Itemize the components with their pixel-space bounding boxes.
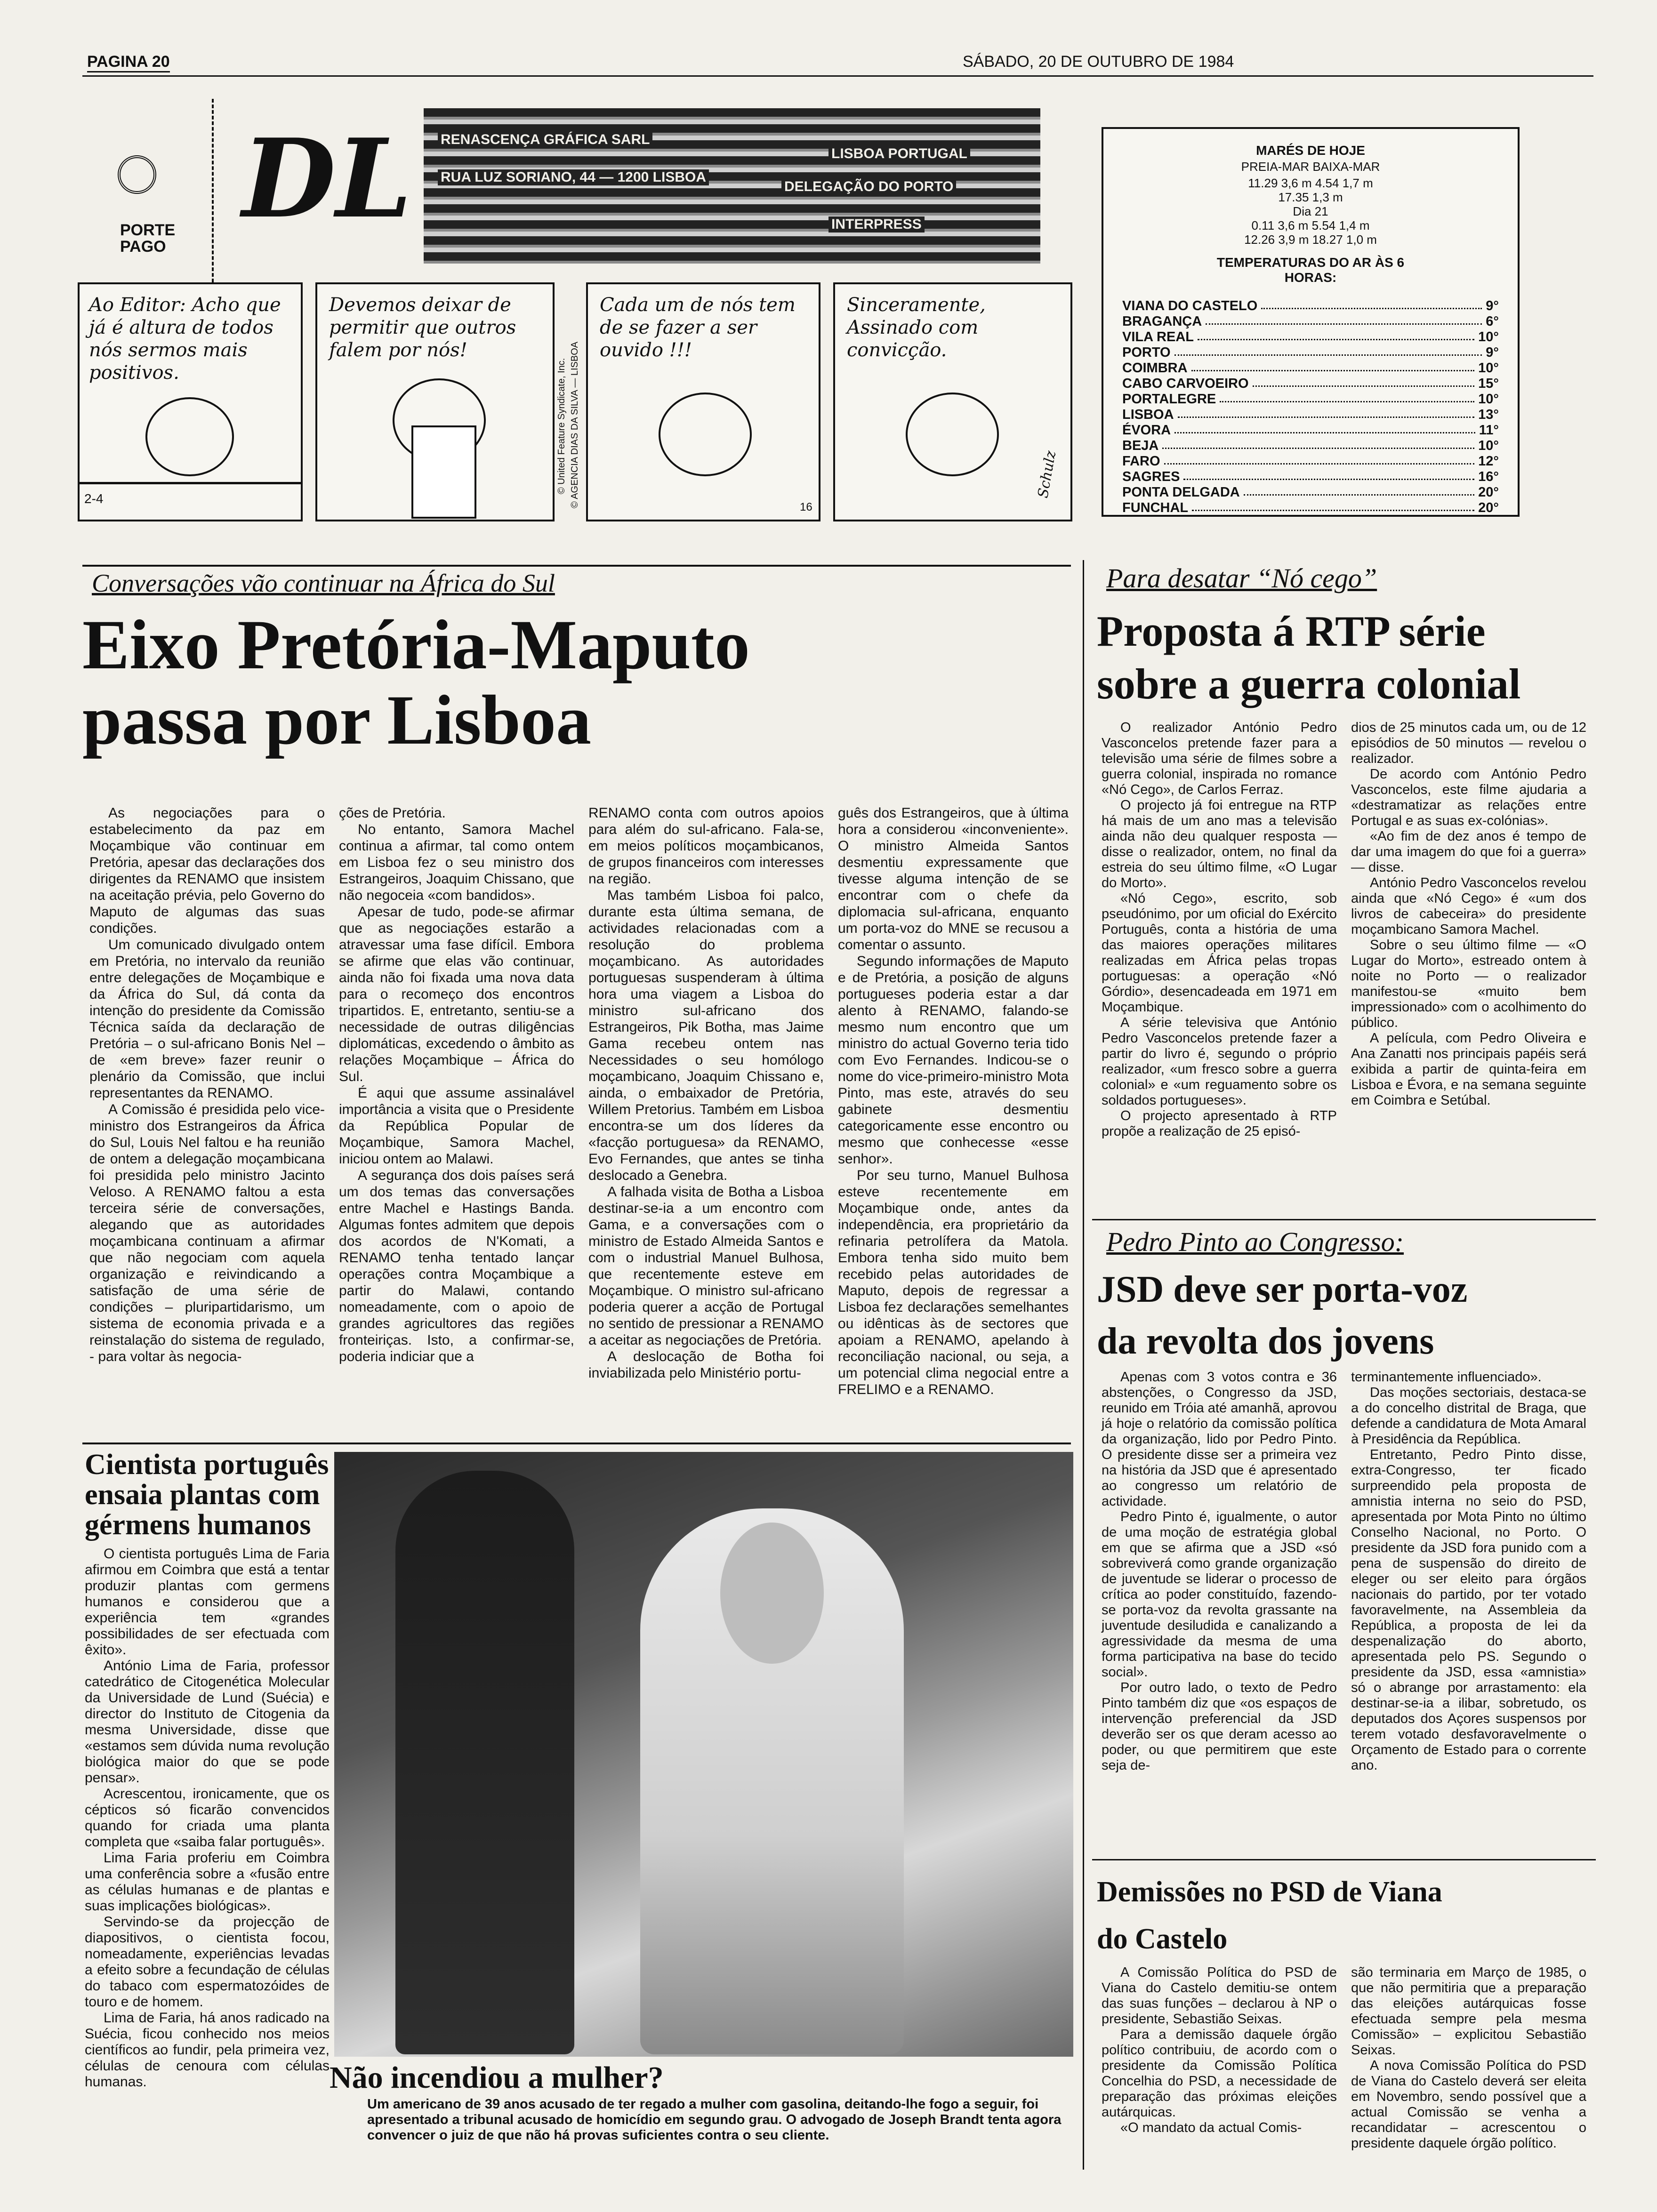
city-row (1122, 361, 1499, 376)
paragraph: No entanto, Samora Machel continua a afirmar, tal como ontem em Lisboa fez o seu ministro dos Estrangeiros, Joaquim Chissano, que não negoceia «com bandidos». (339, 822, 574, 903)
city-name: VIANA DO CASTELO (1122, 298, 1258, 313)
crest-icon (118, 155, 156, 194)
character-head (145, 397, 234, 476)
paragraph: A série televisiva que António Pedro Vasconcelos pretende fazer a partir do livro é, segundo o próprio realizador, «um fresco sobre a guerra colonial» e «um reguamento sobre os soldados portugueses». (1102, 1015, 1337, 1108)
city-temp: 20° (1478, 500, 1499, 515)
dl-logo: DL (242, 115, 412, 242)
jsd-col-1 (1102, 1370, 1337, 1773)
rtp-col-1 (1102, 720, 1337, 1139)
temperature-list (1122, 298, 1499, 516)
logo-box (212, 99, 421, 282)
main-col-3 (588, 805, 824, 1381)
paragraph: Apesar de tudo, pode-se afirmar que as negociações estarão a atravessar uma fase difícil. Embora se afirme que elas vão continuar, ainda não foi fixada uma nova data para o recomeço dos encontros tripartidos. E, entretanto, sentiu-se a necessidade de outras diligências diplomáticas, excedendo o âmbito as relações Moçambique – África do Sul. (339, 904, 574, 1084)
page-number: PAGINA 20 (87, 53, 170, 72)
paragraph: guês dos Estrangeiros, que à última hora a considerou «inconveniente». O ministro Almeida Santos desmentiu expressamente que tivesse alguma intenção de se encontrar com o chefe da diplomacia sul-africana, enquanto um porta-voz do MNE se recusou a comentar o assunto. (838, 805, 1069, 953)
paragraph: «Ao fim de dez anos é tempo de dar uma imagem do que foi a guerra» — disse. (1351, 829, 1586, 875)
paragraph: Mas também Lisboa foi palco, durante esta última semana, de actividades relacionadas com a resolução do problema moçambicano. As autoridades portuguesas suspenderam à última hora uma viagem a Lisboa do ministro sul-africano dos Estrangeiros, Pik Botha, mas Jaime Gama recebeu ontem nas Necessidades o seu homólogo moçambicano, Joaquim Chissano e, ainda, o embaixador de Pretória, Willem Pretorius. Também em Lisboa encontra-se um dos líderes da «facção portuguesa» da RENAMO, Evo Fernandes, que antes se tinha deslocado a Genebra. (588, 888, 824, 1183)
publisher-name: RENASCENÇA GRÁFICA SARL (438, 132, 652, 148)
photo-caption-title: Não incendiou a mulher? (330, 2060, 664, 2095)
paragraph: A Comissão é presidida pelo vice-ministro dos Estrangeiros da África do Sul, Louis Nel faltou e ha reunião de ontem a delegação moçambicana foi presidida pelo ministro Jacinto Veloso. A RENAMO faltou a esta terceira série de conversações, alegando que as autoridades moçambicana continuam a afirmar que não negociam com aquela organização e reivindicando a satisfação de uma série de condições – pluripartidarismo, um sistema de economia privada e a reinstalação do sistema de regulado, - para voltar às negocia- (89, 1102, 325, 1364)
paragraph: Pedro Pinto é, igualmente, o autor de uma moção de estratégia global em que se afirma que a JSD «só sobreviverá como grande organização de juventude se liderar o processo de crítica ao poder constituído, fazendo-se porta-voz da revolta grassante na juventude desiludida e canalizando a agressividade da mesma de uma forma participativa na base do tecido social». (1102, 1509, 1337, 1680)
paragraph: É aqui que assume assinalável importância a visita que o Presidente da República Popular de Moçambique, Samora Machel, iniciou ontem ao Malawi. (339, 1085, 574, 1167)
city-name: PONTA DELGADA (1122, 485, 1240, 500)
city-temp: 15° (1478, 376, 1499, 391)
city-name: BEJA (1122, 438, 1159, 453)
jsd-headline-line2: da revolta dos jovens (1097, 1321, 1434, 1362)
city-row (1122, 392, 1499, 407)
paragraph: RENAMO conta com outros apoios para além do sul-africano. Fala-se, em meios políticos moçambicanos, de grupos financeiros com interesses na região. (588, 805, 824, 887)
credit-agency: © AGENCIA DIAS DA SILVA — LISBOA (570, 341, 580, 508)
paragraph: De acordo com António Pedro Vasconcelos, este filme ajudaria a «destramatizar as relações entre Portugal e as suas ex-colónias». (1351, 767, 1586, 828)
paragraph: O projecto já foi entregue na RTP há mais de um ano mas a televisão ainda não deu qualquer resposta — disse o realizador, ontem, no final da estreia do seu último filme, «O Lugar do Morto». (1102, 798, 1337, 890)
tides-subtitle: PREIA-MAR BAIXA-MAR (1241, 160, 1380, 174)
paragraph: são terminaria em Março de 1985, o que não permitiria que a preparação das eleições autárquicas fosse efectuada sempre pela mesma Comissão» – explicitou Sebastião Seixas. (1351, 1965, 1586, 2058)
city-name: CABO CARVOEIRO (1122, 376, 1249, 391)
tides-line: 11.29 3,6 m 4.54 1,7 m (1248, 176, 1373, 190)
paragraph: O cientista português Lima de Faria afirmou em Coimbra que está a tentar produzir plantas com germens humanos e considerou que a experiência tem «grandes possibilidades de ser efectuada com êxito». (85, 1546, 330, 1658)
city-temp: 12° (1478, 454, 1499, 469)
paragraph: A segurança dos dois países será um dos temas das conversações entre Machel e Hastings Banda. Algumas fontes admitem que depois dos acordos de N'Komati, a RENAMO tenha tentado lançar operações contra Moçambique a partir do Malawi, contando nomeadamente, com o apoio de grandes agricultores das regiões fronteiriças. Isto, a confirmar-se, poderia indiciar que a (339, 1168, 574, 1364)
paragraph: A deslocação de Botha foi inviabilizada pelo Ministério portu- (588, 1349, 824, 1381)
city-temp: 10° (1478, 329, 1499, 345)
pago-label: PAGO (120, 238, 166, 256)
section-rule (82, 1443, 1071, 1444)
main-col-4 (838, 805, 1069, 1398)
city-name: VILA REAL (1122, 329, 1194, 345)
psd-col-1 (1102, 1965, 1337, 2136)
photo-figure-left (395, 1471, 574, 2054)
paragraph: A Comissão Política do PSD de Viana do Castelo demitiu-se ontem das suas funções – declarou à NP o presidente, Sebastião Seixas. (1102, 1965, 1337, 2027)
city-row (1122, 376, 1499, 392)
paragraph: Para a demissão daquele órgão político contribuiu, de acordo com o presidente da Comissão Política Concelhia do PSD, a necessidade de preparação das próximas eleições autárquicas. (1102, 2027, 1337, 2120)
city-row (1122, 454, 1499, 469)
masthead (94, 94, 1045, 282)
psd-headline-line2: do Castelo (1097, 1923, 1228, 1955)
main-col-1 (89, 805, 325, 1365)
city-name: FARO (1122, 454, 1160, 469)
section-rule (1092, 1219, 1596, 1220)
rtp-headline (1097, 605, 1596, 710)
city-temp: 10° (1478, 392, 1499, 407)
top-rule (82, 75, 1593, 77)
photo-caption: Um americano de 39 anos acusado de ter regado a mulher com gasolina, deitando-lhe fogo a seguir, foi apresentado a tribunal acusado de homicídio em segundo grau. O advogado de Joseph Brandt tenta agora convencer o juiz de que não há provas suficientes contra o seu cliente. (367, 2097, 1062, 2143)
paragraph: As negociações para o estabelecimento da paz em Moçambique vão continuar em Pretória, apesar das declarações dos dirigentes da RENAMO que insistem na aceitação prévia, pelo Governo do Maputo de algumas das suas condições. (89, 805, 325, 936)
city-temp: 9° (1486, 298, 1499, 313)
cientista-headline: Cientista português ensaia plantas com gérmens humanos (85, 1449, 329, 1541)
strip-number: 16 (800, 501, 812, 513)
news-photo (334, 1452, 1073, 2057)
porte-label: PORTE (120, 221, 176, 239)
tides-line: 12.26 3,9 m 18.27 1,0 m (1244, 232, 1377, 247)
main-headline-line1: Eixo Pretória-Maputo (82, 606, 750, 684)
city-row (1122, 329, 1499, 345)
paragraph: A falhada visita de Botha a Lisboa destinar-se-ia a um encontro com Gama, e a conversações com o ministro de Estado Almeida Santos e com o industrial Manuel Bulhosa, que recentemente esteve em Moçambique. O ministro sul-africano poderia querer a acção de Portugal no sentido de pressionar a RENAMO a aceitar as negociações de Pretória. (588, 1184, 824, 1348)
city-row (1122, 485, 1499, 500)
city-name: ÉVORA (1122, 423, 1171, 438)
city-row (1122, 500, 1499, 516)
paragraph: ções de Pretória. (339, 805, 446, 821)
comic-panel-3 (586, 282, 820, 521)
city-temp: 10° (1478, 438, 1499, 453)
paragraph: O projecto apresentado à RTP propõe a realização de 25 episó- (1102, 1108, 1337, 1139)
column-divider (1083, 560, 1084, 2170)
psd-col-2 (1351, 1965, 1586, 2151)
comic-panel-2 (315, 282, 555, 521)
comic-panel-4-text: Sinceramente, Assinado com convicção. (847, 294, 986, 361)
jsd-headline (1097, 1264, 1596, 1367)
paragraph: Das moções sectoriais, destaca-se a do concelho distrital de Braga, que defende a candidatura de Mota Amaral à Presidência da República. (1351, 1385, 1586, 1447)
comic-number: 2-4 (84, 491, 104, 506)
comic-strip (78, 273, 1076, 527)
city-row (1122, 407, 1499, 423)
city-row (1122, 423, 1499, 438)
schulz-signature: Schulz (1035, 449, 1060, 499)
city-row (1122, 298, 1499, 314)
paragraph: A película, com Pedro Oliveira e Ana Zanatti nos principais papéis será exibida a partir de quinta-feira em Lisboa e Évora, e na semana seguinte em Coimbra e Setúbal. (1351, 1031, 1586, 1108)
paragraph: António Lima de Faria, professor catedrático de Citogenética Molecular da Universidade de Lund (Suécia) e director do Instituto de Citogenia da mesma Universidade, disse que «estamos sem dúvida numa revolução biológica maior do que se pode pensar». (85, 1658, 330, 1786)
paragraph: Servindo-se da projecção de diapositivos, o cientista focou, nomeadamente, experiências levadas a efeito sobre a fecundação de células do tabaco com espermatozóides de touro e de homem. (85, 1914, 330, 2010)
comic-panel-3-text: Cada um de nós tem de se fazer a ser ouvido !!! (600, 294, 796, 361)
city-row (1122, 469, 1499, 485)
city-temp: 13° (1478, 407, 1499, 422)
temperatures-title: TEMPERATURAS DO AR ÀS 6 HORAS: (1216, 255, 1405, 285)
paragraph: Lima de Faria, há anos radicado na Suécia, ficou conhecido nos meios científicos ao fundir, pela primeira vez, células de cenoura com células humanas. (85, 2010, 330, 2090)
city-temp: 9° (1486, 345, 1499, 360)
paragraph: O realizador António Pedro Vasconcelos pretende fazer para a televisão uma série de filmes sobre a guerra colonial, inspirada no romance «Nó Cego», de Carlos Ferraz. (1102, 720, 1337, 797)
paragraph: Por outro lado, o texto de Pedro Pinto também diz que «os espaços de intervenção preferencial da JSD deverão ser os que deram acesso ao poder, ou que permitirem que este seja de- (1102, 1680, 1337, 1773)
paragraph: Por seu turno, Manuel Bulhosa esteve recentemente em Moçambique onde, antes da independência, era proprietário da refinaria petrolífera da Matola. Embora tenha sido muito bem recebido pelas autoridades de Maputo, depois de regressar a Lisboa fez declarações semelhantes ou idênticas às de sectores que apoiam a RENAMO, apelando à reconciliação nacional, ou seja, a um potencial clima negocial entre a FRELIMO e a RENAMO. (838, 1168, 1069, 1397)
paragraph: Lima Faria proferiu em Coimbra uma conferência sobre a «fusão entre as células humanas e de plantas e suas implicações biológicas». (85, 1850, 330, 1914)
issue-date: SÁBADO, 20 DE OUTUBRO DE 1984 (963, 53, 1234, 71)
city-row (1122, 314, 1499, 329)
psd-headline-line1: Demissões no PSD de Viana (1097, 1876, 1442, 1908)
section-rule (1092, 1859, 1596, 1860)
paragraph: Entretanto, Pedro Pinto disse, extra-Congresso, ter ficado surpreendido pela proposta de amnistia interna no seio do PSD, apresentada por Mota Pinto no último Conselho Nacional, no Porto. O presidente da JSD fora punido com a pena de suspensão do direito de eleger ou ser eleito para órgãos nacionais do partido, por ter votado favoravelmente, na Assembleia da República, a proposta de lei da despenalização do aborto, apresentada pelo PS. Segundo o presidente da JSD, essa «amnistia» só o abrange por arrastamento: ela destinar-se-ia a ilibar, sobretudo, os deputados dos Açores suspensos por terem votado desfavoravelmente o Orçamento de Estado para o corrente ano. (1351, 1447, 1586, 1773)
main-col-2 (339, 805, 574, 1365)
psd-headline (1097, 1868, 1596, 1963)
city-temp: 10° (1478, 361, 1499, 376)
credit-syndicate: © United Feature Syndicate, Inc. (556, 358, 567, 494)
tides-title: MARÉS DE HOJE (1256, 143, 1365, 158)
comic-panel-1-text: Ao Editor: Acho que já é altura de todos nós sermos mais positivos. (89, 294, 281, 384)
city-name: BRAGANÇA (1122, 314, 1202, 329)
cientista-column (85, 1546, 330, 2090)
rtp-kicker: Para desatar “Nó cego” (1106, 563, 1377, 593)
city-row (1122, 438, 1499, 454)
photo-head-right (720, 1523, 824, 1664)
desk-line (80, 482, 301, 484)
comic-panel-2-text: Devemos deixar de permitir que outros falem por nós! (329, 294, 516, 361)
city-name: PORTO (1122, 345, 1171, 360)
main-kicker: Conversações vão continuar na África do Sul (92, 569, 555, 597)
city-name: PORTALEGRE (1122, 392, 1216, 407)
city-name: FUNCHAL (1122, 500, 1189, 515)
paragraph: «O mandato da actual Comis- (1120, 2120, 1302, 2135)
city-name: COIMBRA (1122, 361, 1188, 376)
tides-line: 0.11 3,6 m 5.54 1,4 m (1251, 218, 1370, 232)
city-temp: 6° (1486, 314, 1499, 329)
city-temp: 11° (1479, 423, 1499, 438)
paragraph: António Pedro Vasconcelos revelou ainda que «Nó Cego» é «um dos livros de cabeceira» do presidente moçambicano Samora Machel. (1351, 875, 1586, 937)
paragraph: Apenas com 3 votos contra e 36 abstenções, o Congresso da JSD, reunido em Tróia até amanhã, aprovou já hoje o relatório da comissão política da organização, lido por Pedro Pinto. O presidente disse ser a primeira vez na história da JSD que é apresentado ao congresso um relatório de actividade. (1102, 1370, 1337, 1509)
character-head (906, 393, 999, 476)
rtp-headline-line2: sobre a guerra colonial (1097, 660, 1521, 708)
city-name: SAGRES (1122, 469, 1180, 484)
jsd-col-2 (1351, 1370, 1586, 1773)
paragraph: terminantemente influenciado». (1351, 1370, 1542, 1385)
weather-box (1102, 127, 1520, 517)
comic-panel-1 (78, 282, 303, 521)
paragraph: Sobre o seu último filme — «O Lugar do Morto», estreado ontem à noite no Porto — o realizador manifestou-se «muito bem impressionado» com o acolhimento do público. (1351, 938, 1586, 1030)
tides-line: 17.35 1,3 m (1278, 190, 1343, 204)
distributor: INTERPRESS (828, 216, 925, 232)
paragraph: A nova Comissão Política do PSD de Viana do Castelo deverá ser eleita em Novembro, sendo possível que a actual Comissão se venha a recandidatar – acrescentou o presidente daquele órgão político. (1351, 2058, 1586, 2151)
character-head (659, 393, 752, 476)
paragraph: «Nó Cego», escrito, sob pseudónimo, por um oficial do Exército Português, conta a história de uma das maiores operações militares realizadas em África pelas tropas portuguesas: a operação «Nó Górdio», desencadeada em 1971 em Moçambique. (1102, 891, 1337, 1015)
jsd-headline-line1: JSD deve ser porta-voz (1097, 1269, 1468, 1310)
masthead-imprint (424, 108, 1040, 264)
telex: LISBOA PORTUGAL (828, 146, 970, 162)
main-headline (82, 607, 1071, 758)
city-temp: 20° (1478, 485, 1499, 500)
rtp-headline-line1: Proposta á RTP série (1097, 607, 1486, 655)
city-row (1122, 345, 1499, 361)
main-headline-line2: passa por Lisboa (82, 681, 591, 759)
publisher-address: RUA LUZ SORIANO, 44 — 1200 LISBOA (438, 169, 709, 185)
paragraph: dios de 25 minutos cada um, ou de 12 episódios de 50 minutos — revelou o realizador. (1351, 720, 1586, 766)
paragraph: Segundo informações de Maputo e de Pretória, a posição de alguns portugueses poderia estar a dar alento à RENAMO, falando-se mesmo num encontro que um ministro do actual Governo teria tido com Evo Fernandes. Indicou-se o nome do vice-primeiro-ministro Mota Pinto, mas este, através do seu gabinete desmentiu categoricamente esse encontro ou mesmo que conhecesse «esse senhor». (838, 954, 1069, 1167)
paragraph: Acrescentou, ironicamente, que os cépticos só ficarão convencidos quando for criada uma planta completa que «saiba falar português». (85, 1786, 330, 1850)
porto-office: DELEGAÇÃO DO PORTO (781, 179, 956, 195)
city-temp: 16° (1478, 469, 1499, 484)
paragraph: Um comunicado divulgado ontem em Pretória, no intervalo da reunião entre delegações de Moçambique e da África do Sul, dá conta da intenção do presidente da Comissão Técnica saída da declaração de Pretória – o sul-africano Bonis Nel – de «em breve» fazer reunir o plenário da Comissão, que inclui representantes da RENAMO. (89, 937, 325, 1101)
main-story-frame-top (82, 565, 1071, 567)
tides-day: Dia 21 (1293, 204, 1328, 218)
jsd-kicker: Pedro Pinto ao Congresso: (1106, 1226, 1404, 1257)
city-name: LISBOA (1122, 407, 1174, 422)
comic-credits (555, 292, 584, 518)
comic-panel-4 (833, 282, 1072, 521)
paper-sheet (411, 425, 476, 519)
rtp-col-2 (1351, 720, 1586, 1108)
